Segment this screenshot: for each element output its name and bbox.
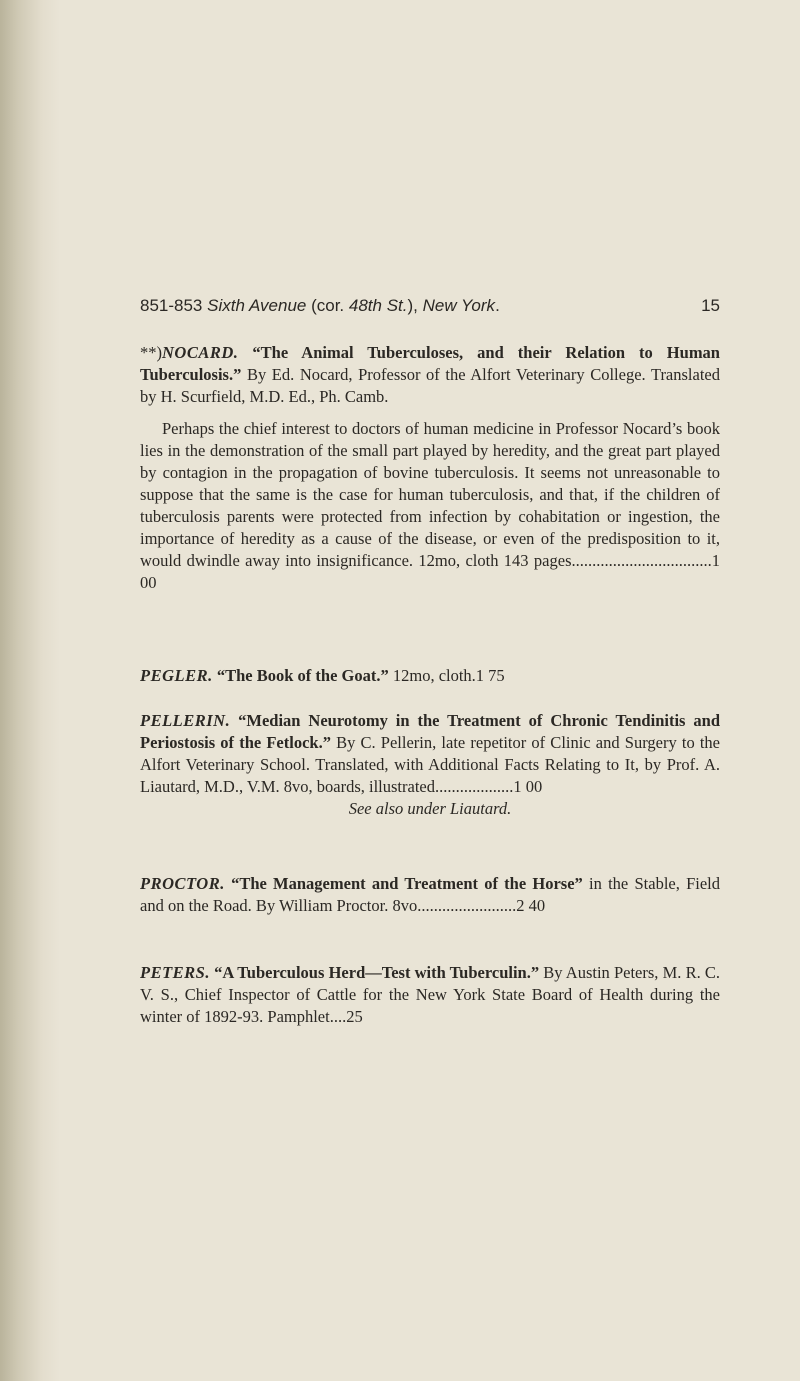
address: 851-853 Sixth Avenue (cor. 48th St.), New York. — [140, 296, 500, 315]
entry-prefix: **) — [140, 343, 162, 362]
catalog-entry-nocard — [140, 342, 720, 594]
author-name: PELLERIN. — [140, 711, 231, 730]
author-name: PROCTOR. — [140, 874, 225, 893]
page-edge-shadow — [0, 0, 60, 1381]
book-details: By Austin Peters, M. R. C. V. S., Chief Inspector of Cattle for the New York State Board of Health during the winter of 1892-93. Pamphlet....25 — [140, 963, 720, 1026]
book-price: ..................................1 00 — [140, 551, 720, 592]
book-description: Perhaps the chief interest to doctors of human medicine in Professor Nocard’s book lies in the demonstration of the small part played by heredity, and the great part played by contagion in the propagation of bovine tuberculosis. It seems not unreasonable to suppose that the same is the case for human tuberculosis, and that, if the children of tuberculosis parents were protected from infection by cohabitation or ingestion, the importance of heredity as a cause of the disease, or even of the predisposition to it, would dwindle away into insignificance. 12mo, cloth 143 pages — [140, 419, 720, 570]
author-name: PEGLER. — [140, 666, 213, 685]
catalog-entry-peters — [140, 962, 720, 1028]
book-title: “A Tuberculous Herd—Test with Tuberculin.” — [209, 963, 540, 982]
book-details: in the Stable, Field and on the Road. By William Proctor. 8vo........................2 40 — [140, 874, 720, 915]
page-header — [140, 296, 720, 316]
book-details: 12mo, cloth.1 75 — [388, 666, 505, 685]
catalog-entry-proctor — [140, 873, 720, 917]
book-title: “The Book of the Goat.” — [212, 666, 389, 685]
see-also-note: See also under Liautard. — [348, 799, 512, 818]
page-number: 15 — [701, 296, 720, 315]
catalog-entry-pegler — [140, 665, 720, 687]
book-details: By C. Pellerin, late repetitor of Clinic and Surgery to the Alfort Veterinary School. Translated, with Additional Facts Relating to It, by Prof. A. Liautard, M.D., V.M. 8vo, boards, illustrated...................1 00 — [140, 733, 721, 796]
catalog-entry-pellerin — [140, 710, 720, 820]
author-name: NOCARD. — [162, 343, 239, 362]
author-name: PETERS. — [140, 963, 210, 982]
book-title: “Median Neurotomy in the Treatment of Chronic Tendinitis and Periostosis of the Fetlock.” — [140, 711, 720, 752]
book-title: “The Management and Treatment of the Horse” — [224, 874, 583, 893]
book-details: By Ed. Nocard, Professor of the Alfort Veterinary College. Translated by H. Scurfield, M.D. Ed., Ph. Camb. — [140, 365, 720, 406]
book-title: “The Animal Tuberculoses, and their Relation to Human Tuberculosis.” — [140, 343, 720, 384]
